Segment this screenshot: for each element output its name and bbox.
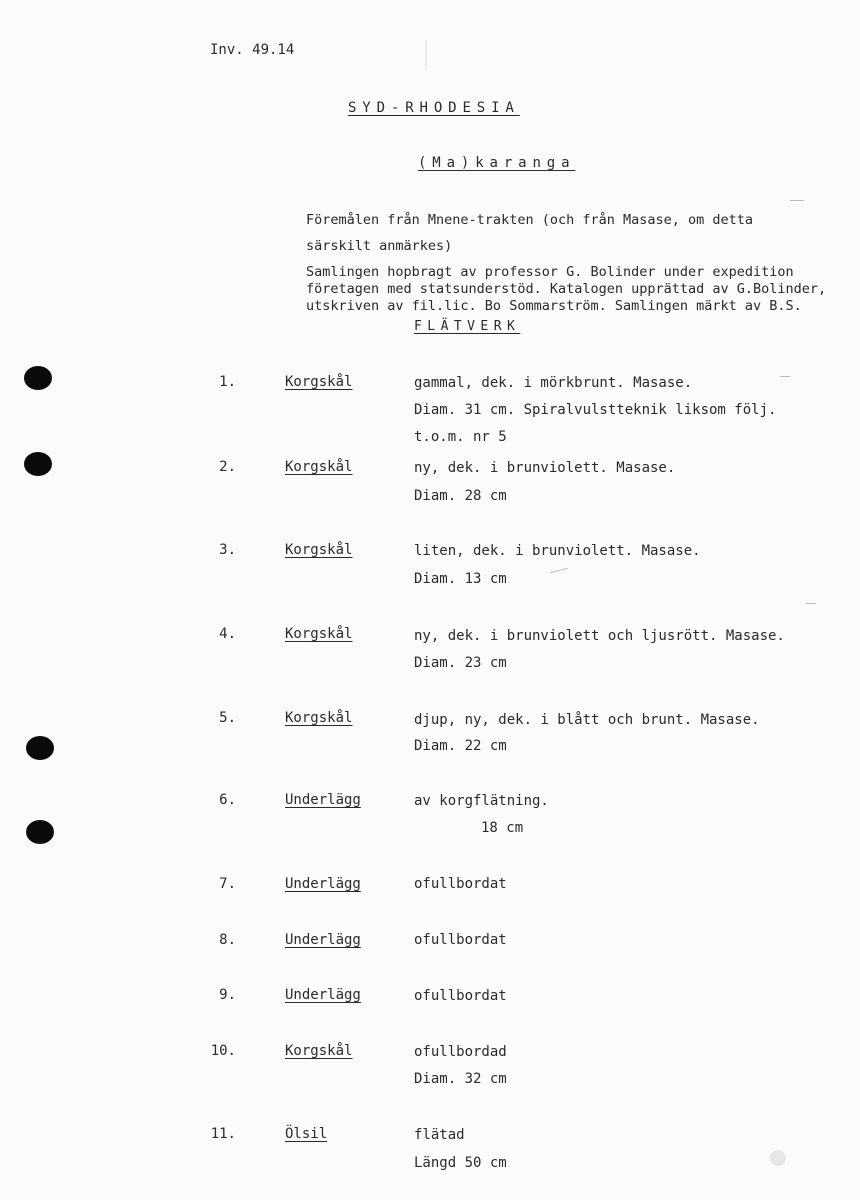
inventory-number: Inv. 49.14 [210, 42, 295, 58]
scan-speck [770, 1150, 786, 1166]
item-description: Diam. 28 cm [414, 488, 507, 504]
item-description: Diam. 23 cm [414, 655, 507, 671]
intro-line: Föremålen från Mnene-trakten (och från Masase, om detta [306, 212, 754, 228]
item-object: Korgskål [285, 1043, 353, 1059]
item-number: 1. [219, 374, 236, 390]
item-object: Underlägg [285, 987, 361, 1003]
punch-hole [26, 736, 54, 760]
intro-line: företagen med statsunderstöd. Katalogen upprättad av G.Bolinder, [306, 281, 827, 297]
item-description: flätad [414, 1127, 465, 1143]
item-description: Längd 50 cm [414, 1155, 507, 1171]
item-description: djup, ny, dek. i blått och brunt. Masase. [414, 712, 760, 728]
item-description: ofullbordat [414, 876, 507, 892]
item-description: ofullbordat [414, 932, 507, 948]
item-number: 6. [219, 792, 236, 808]
item-description: Diam. 32 cm [414, 1071, 507, 1087]
intro-line: Samlingen hopbragt av professor G. Bolinder under expedition [306, 264, 794, 280]
scan-speck [780, 376, 790, 377]
item-description: ny, dek. i brunviolett och ljusrött. Masase. [414, 628, 785, 644]
punch-hole [24, 452, 52, 476]
item-description: t.o.m. nr 5 [414, 429, 507, 445]
item-object: Ölsil [285, 1126, 328, 1142]
scan-speck [790, 200, 804, 201]
item-object: Korgskål [285, 459, 353, 475]
item-number: 4. [219, 626, 236, 642]
item-description: 18 cm [481, 820, 524, 836]
item-description: ofullbordad [414, 1044, 507, 1060]
scan-speck [806, 603, 816, 604]
punch-hole [26, 820, 54, 844]
scan-speck [425, 40, 427, 70]
item-number: 5. [219, 710, 236, 726]
item-object: Underlägg [285, 876, 361, 892]
item-description: gammal, dek. i mörkbrunt. Masase. [414, 375, 693, 391]
item-description: liten, dek. i brunviolett. Masase. [414, 543, 701, 559]
item-description: Diam. 13 cm [414, 571, 507, 587]
item-object: Underlägg [285, 792, 361, 808]
item-description: Diam. 22 cm [414, 738, 507, 754]
intro-line: utskriven av fil.lic. Bo Sommarström. Samlingen märkt av B.S. [306, 298, 802, 314]
punch-hole [24, 366, 52, 390]
item-number: 3. [219, 542, 236, 558]
item-number: 7. [219, 876, 236, 892]
item-object: Korgskål [285, 542, 353, 558]
section-heading: FLÄTVERK [414, 319, 521, 334]
item-number: 11. [210, 1126, 236, 1142]
item-object: Korgskål [285, 710, 353, 726]
intro-line: särskilt anmärkes) [306, 238, 453, 254]
item-object: Korgskål [285, 374, 353, 390]
item-number: 10. [210, 1043, 236, 1059]
tribe-heading: (Ma)karanga [418, 155, 576, 171]
item-description: Diam. 31 cm. Spiralvulstteknik liksom följ. [414, 402, 777, 418]
item-description: ofullbordat [414, 988, 507, 1004]
scan-speck [550, 568, 568, 574]
item-number: 2. [219, 459, 236, 475]
item-object: Underlägg [285, 932, 361, 948]
item-description: av korgflätning. [414, 793, 549, 809]
item-object: Korgskål [285, 626, 353, 642]
country-heading: SYD-RHODESIA [348, 100, 520, 116]
item-number: 9. [219, 987, 236, 1003]
item-description: ny, dek. i brunviolett. Masase. [414, 460, 676, 476]
item-number: 8. [219, 932, 236, 948]
